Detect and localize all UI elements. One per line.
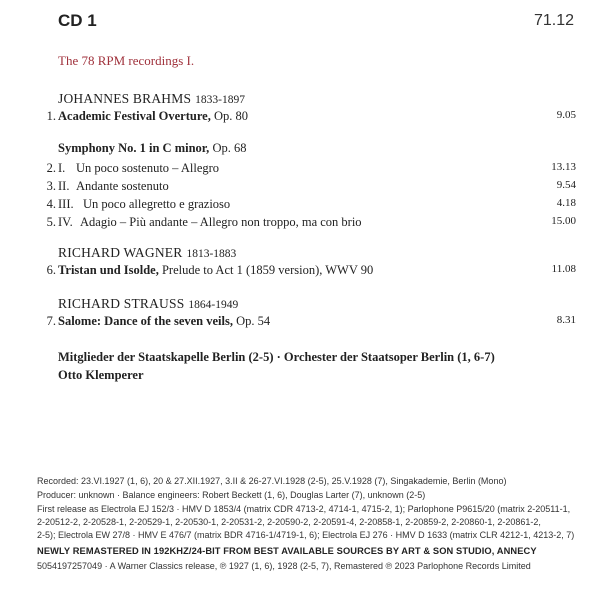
track-title: Andante sostenuto xyxy=(76,179,169,193)
section-heading: The 78 RPM recordings I. xyxy=(58,53,195,68)
track-row xyxy=(36,161,576,179)
track-row xyxy=(36,179,576,197)
track-row xyxy=(36,314,576,332)
credits-first-release: First release as Electrola EJ 152/3 · HMV D 1853/4 (matrix CDR 4713-2, 4714-1, 4715-2, 1); Parlophone P9615/20 (matrix 2-20511-1, xyxy=(37,504,571,514)
track-title: Un poco allegretto e grazioso xyxy=(83,197,231,211)
total-duration: 71.12 xyxy=(533,12,574,29)
credits-copyright: 5054197257049 · A Warner Classics release, ℗ 1927 (1, 6), 1928 (2-5, 7), Remastered ℗ 2023 Parlophone Records Limited xyxy=(37,561,531,571)
track-number: 5. xyxy=(46,215,56,229)
composer-heading-wagner xyxy=(58,245,236,261)
track-number: 4. xyxy=(46,197,56,211)
work-title-symphony: Symphony No. 1 in C minor, Op. 68 xyxy=(58,141,247,155)
movement-numeral: III. xyxy=(58,197,74,211)
track-title: Adagio – Più andante – Allegro non troppo, ma con brio xyxy=(80,215,362,229)
performers-orchestra: Mitglieder der Staatskapelle Berlin (2-5) · Orchester der Staatsoper Berlin (1, 6-7) xyxy=(58,350,495,364)
track-number: 2. xyxy=(46,161,56,175)
track-title: Salome: Dance of the seven veils, Op. 54 xyxy=(58,314,271,328)
credits-producer: Producer: unknown · Balance engineers: Robert Beckett (1, 6), Douglas Larter (7), unknown (2-5) xyxy=(37,490,426,500)
movement-numeral: I. xyxy=(58,161,66,175)
track-duration: 15.00 xyxy=(551,215,576,227)
track-number: 7. xyxy=(46,314,56,328)
composer-heading-strauss xyxy=(58,296,238,312)
composer-dates: 1833-1897 xyxy=(195,94,245,106)
track-title: Tristan und Isolde, Prelude to Act 1 (1859 version), WWV 90 xyxy=(58,263,374,277)
movement-numeral: IV. xyxy=(58,215,73,229)
track-title: Un poco sostenuto – Allegro xyxy=(76,161,220,175)
credits-recorded: Recorded: 23.VI.1927 (1, 6), 20 & 27.XII.1927, 3.II & 26-27.VI.1928 (2-5), 25.V.1928 (7), Singakademie, Berlin (Mono) xyxy=(37,476,507,486)
track-row xyxy=(36,197,576,215)
track-duration: 9.05 xyxy=(556,109,576,121)
track-number: 3. xyxy=(46,179,56,193)
track-number: 6. xyxy=(46,263,56,277)
track-row xyxy=(36,109,576,127)
performers-conductor: Otto Klemperer xyxy=(58,368,144,382)
credits-first-release-cont: 2-20512-2, 2-20528-1, 2-20529-1, 2-20530-1, 2-20531-2, 2-20590-2, 2-20591-4, 2-20858-1, 2-20859-2, 2-20860-1, 2-20861-2, xyxy=(37,517,541,527)
track-row xyxy=(36,215,576,233)
credits-first-release-cont: 2-5); Electrola EW 27/8 · HMV E 476/7 (matrix BDR 4716-1/4719-1, 6); Electrola EJ 276 · HMV D 1633 (matrix CLR 4212-1, 4213-2, 7) xyxy=(37,530,575,540)
composer-dates: 1864-1949 xyxy=(188,299,239,311)
composer-name: RICHARD WAGNER xyxy=(58,245,183,260)
composer-heading-brahms xyxy=(58,91,245,107)
movement-numeral: II. xyxy=(58,179,70,193)
track-duration: 8.31 xyxy=(556,314,576,326)
credits-remastered: NEWLY REMASTERED IN 192KHZ/24-BIT FROM BEST AVAILABLE SOURCES BY ART & SON STUDIO, ANNECY xyxy=(37,546,537,556)
track-duration: 9.54 xyxy=(556,179,576,191)
track-duration: 4.18 xyxy=(556,197,576,209)
track-title: Academic Festival Overture, Op. 80 xyxy=(58,109,249,123)
composer-dates: 1813-1883 xyxy=(186,248,237,260)
cd-label: CD 1 xyxy=(58,11,97,30)
composer-name: RICHARD STRAUSS xyxy=(58,296,185,311)
track-duration: 11.08 xyxy=(551,263,576,275)
composer-name: JOHANNES BRAHMS xyxy=(58,91,192,106)
track-number: 1. xyxy=(46,109,56,123)
track-row xyxy=(36,263,576,281)
track-duration: 13.13 xyxy=(551,161,576,173)
